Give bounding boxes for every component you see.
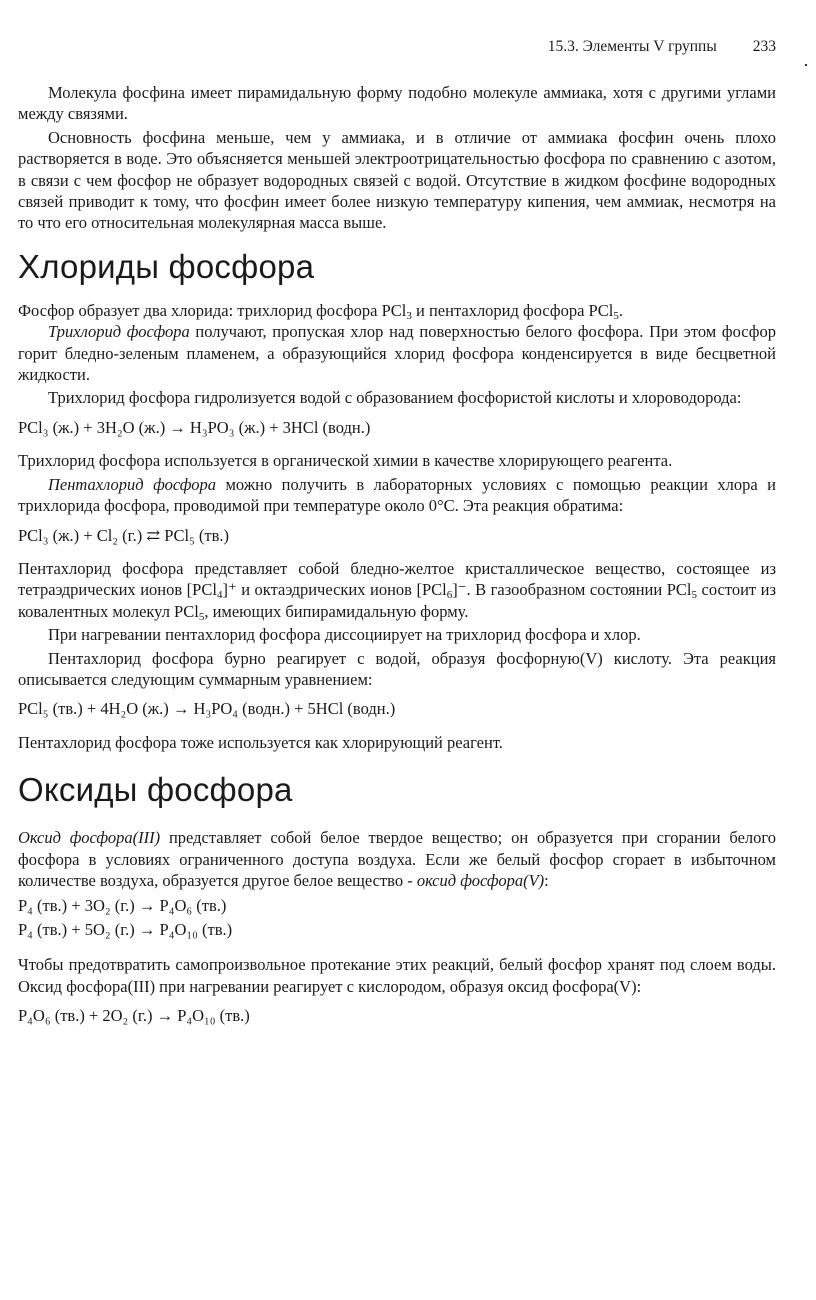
term: Трихлорид фосфора <box>48 322 190 342</box>
paragraph: Пентахлорид фосфора можно получить в лабораторных условиях с помощью реакции хлора и трихлорида фосфора, проводимой при температуре около 0°C. Эта реакция обратима: <box>18 474 776 516</box>
section-title: 15.3. Элементы V группы <box>547 38 717 55</box>
page <box>18 38 776 1026</box>
paragraph: Трихлорид фосфора гидролизуется водой с образованием фосфористой кислоты и хлороводорода: <box>48 388 742 408</box>
paragraph: Трихлорид фосфора получают, пропуская хлор над поверхностью белого фосфора. При этом фосфор горит бледно-зеленым пламенем, а образующийся хлорид фосфора конденсируется в виде бесцветной жидкости. <box>18 322 776 385</box>
running-header <box>18 38 776 64</box>
section-heading-oxides: Оксиды фосфора <box>18 771 293 809</box>
paragraph: При нагревании пентахлорид фосфора диссоциирует на трихлорид фосфора и хлор. <box>48 625 641 645</box>
equation: P₄O₆ (тв.) + 2O₂ (г.) → P₄O₁₀ (тв.) <box>18 1006 250 1025</box>
paragraph: Пентахлорид фосфора представляет собой бледно-желтое кристаллическое вещество, состоящее из тетраэдрических ионов [PCl$_4$]⁺ и октаэдрических ионов [PCl$_6$]⁻. В газообразном состоянии PCl$_5$ состоит из ковалентных молекул PCl$_5$, имеющих бипирамидальную форму. <box>18 558 777 623</box>
paragraph: Пентахлорид фосфора тоже используется как хлорирующий реагент. <box>18 732 503 752</box>
paragraph: Основность фосфина меньше, чем у аммиака, и в отличие от аммиака фосфин очень плохо растворяется в воде. Это объясняется меньшей электроотрицательностью фосфора по сравнению с азотом, в связи с чем фосфор не образует водородных связей с водой. Отсутствие в жидком фосфине водородных связей приводит к тому, что фосфин имеет более низкую температуру кипения, чем аммиак, несмотря на то что его относительная молекулярная масса выше. <box>18 127 776 233</box>
paragraph: Чтобы предотвратить самопроизвольное протекание этих реакций, белый фосфор хранят под слоем воды. Оксид фосфора(III) при нагревании реагирует с кислородом, образуя оксид фосфора(V): <box>18 955 776 996</box>
term: Оксид фосфора(III) <box>18 828 161 848</box>
paragraph: Трихлорид фосфора используется в органической химии в качестве хлорирующего реагента. <box>18 451 673 471</box>
term: оксид фосфора(V) <box>416 870 545 890</box>
paragraph: Пентахлорид фосфора бурно реагирует с водой, образуя фосфорную(V) кислоту. Эта реакция описывается следующим суммарным уравнением: <box>18 648 776 689</box>
equation: P₄ (тв.) + 5O₂ (г.) → P₄O₁₀ (тв.) <box>18 919 233 939</box>
equation: P₄ (тв.) + 3O₂ (г.) → P₄O₆ (тв.) <box>18 896 227 916</box>
section-heading-chlorides: Хлориды фосфора <box>18 247 315 285</box>
margin-mark <box>805 64 807 66</box>
term: Пентахлорид фосфора <box>48 474 216 494</box>
paragraph: Оксид фосфора(III) представляет собой белое твердое вещество; он образуется при сгорании белого фосфора в условиях ограниченного доступа воздуха. Если же белый фосфор сгорает в избыточном количестве воздуха, образуется другое белое вещество - оксид фосфора(V): <box>18 828 776 890</box>
paragraph: Молекула фосфина имеет пирамидальную форму подобно молекуле аммиака, хотя с другими углами между связями. <box>18 83 776 124</box>
equation: PCl₃ (ж.) + 3H₂O (ж.) → H₃PO₃ (ж.) + 3HCl (водн.) <box>18 417 371 437</box>
paragraph: Фосфор образует два хлорида: трихлорид фосфора PCl$_3$ и пентахлорид фосфора PCl$_5$. <box>18 300 623 322</box>
page-number: 233 <box>752 38 776 55</box>
equation: PCl₃ (ж.) + Cl₂ (г.) ⇄ PCl₅ (тв.) <box>18 525 230 545</box>
equation: PCl₅ (тв.) + 4H₂O (ж.) → H₃PO₄ (водн.) + 5HCl (водн.) <box>18 699 396 719</box>
